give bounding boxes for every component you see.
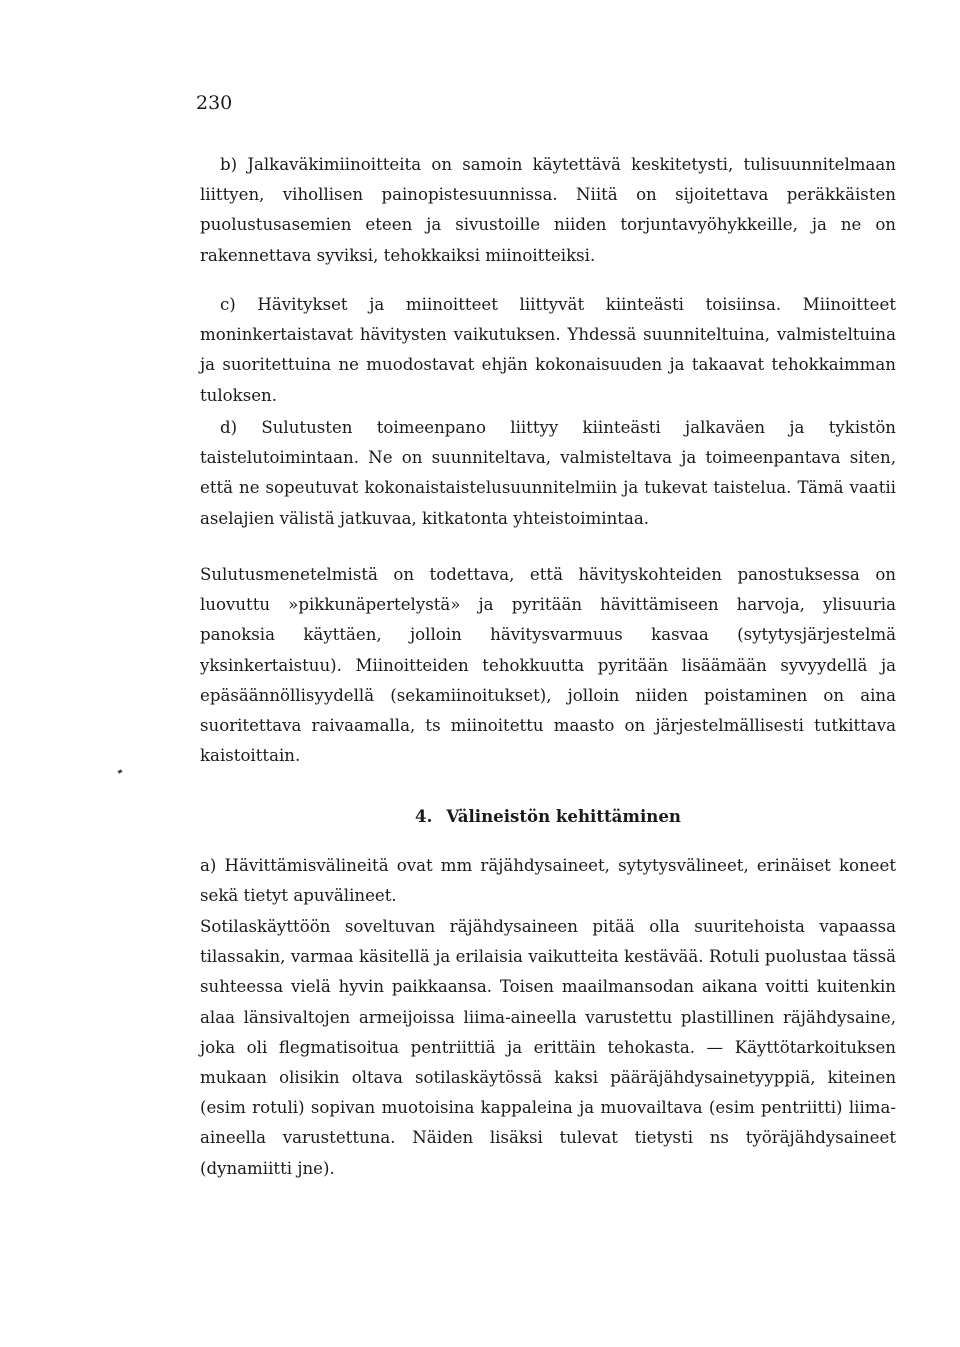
paragraph-d: d) Sulutusten toimeenpano liittyy kiinteästi jalkaväen ja tykistön taistelutoimintaan. Ne on suunniteltava, valmisteltava ja toimeenpantava siten, että ne sopeutuvat kokonaistaistelusuunnitelmiin ja tukevat taistelua. Tämä vaatii aselajien välistä jatkuvaa, kitkatonta yhteistoimintaa.: [200, 418, 896, 528]
page-number: 230: [196, 92, 233, 114]
section-heading: [200, 806, 896, 826]
paragraph-f: Sotilaskäyttöön soveltuvan räjähdysaineen pitää olla suuritehoista vapaassa tilassakin, varmaa käsitellä ja erilaisia vaikutteita kestävää. Rotuli puolustaa tässä suhteessa vielä hyvin paikkaansa. Toisen maailmansodan aikana voitti kuitenkin alaa länsivaltojen armeijoissa liima-aineella varustettu plastillinen räjähdysaine, joka oli flegmatisoitua pentriittiä ja erittäin tehokasta. — Käyttötarkoituksen mukaan olisikin oltava sotilaskäytössä kaksi pääräjähdysainetyyppiä, kiteinen (esim rotuli) sopivan muotoisina kappaleina ja muovailtava (esim pentriitti) liima-aineella varustettuna. Näiden lisäksi tulevat tietysti ns työräjähdysaineet (dynamiitti jne).: [200, 917, 896, 1178]
paragraph-e: Sulutusmenetelmistä on todettava, että hävityskohteiden panostuksessa on luovuttu »pikkunäpertelystä» ja pyritään hävittämiseen harvoja, ylisuuria panoksia käyttäen, jolloin hävitysvarmuus kasvaa (sytytysjärjestelmä yksinkertaistuu). Miinoitteiden tehokkuutta pyritään lisäämään syvyydellä ja epäsäännöllisyydellä (sekamiinoitukset), jolloin niiden poistaminen on aina suoritettava raivaamalla, ts miinoitettu maasto on järjestelmällisesti tutkittava kaistoittain.: [200, 565, 896, 766]
paragraph-b: b) Jalkaväkimiinoitteita on samoin käytettävä keskitetysti, tulisuunnitelmaan liittyen, vihollisen painopistesuunnissa. Niitä on sijoitettava peräkkäisten puolustusasemien eteen ja sivustoille niiden torjuntavyöhykkeille, ja ne on rakennettava syviksi, tehokkaiksi miinoitteiksi.: [200, 155, 896, 265]
paragraph-c: c) Hävitykset ja miinoitteet liittyvät kiinteästi toisiinsa. Miinoitteet moninkertaistavat hävitysten vaikutuksen. Yhdessä suunniteltuina, valmisteltuina ja suoritettuina ne muodostavat ehjän kokonaisuuden ja takaavat tehokkaimman tuloksen.: [200, 295, 896, 405]
paragraph-a: a) Hävittämisvälineitä ovat mm räjähdysaineet, sytytysvälineet, erinäiset koneet sekä tietyt apuvälineet.: [200, 856, 896, 906]
section-number: 4.: [415, 806, 433, 826]
section-title: Välineistön kehittäminen: [446, 806, 681, 826]
scan-mark: [118, 769, 123, 774]
